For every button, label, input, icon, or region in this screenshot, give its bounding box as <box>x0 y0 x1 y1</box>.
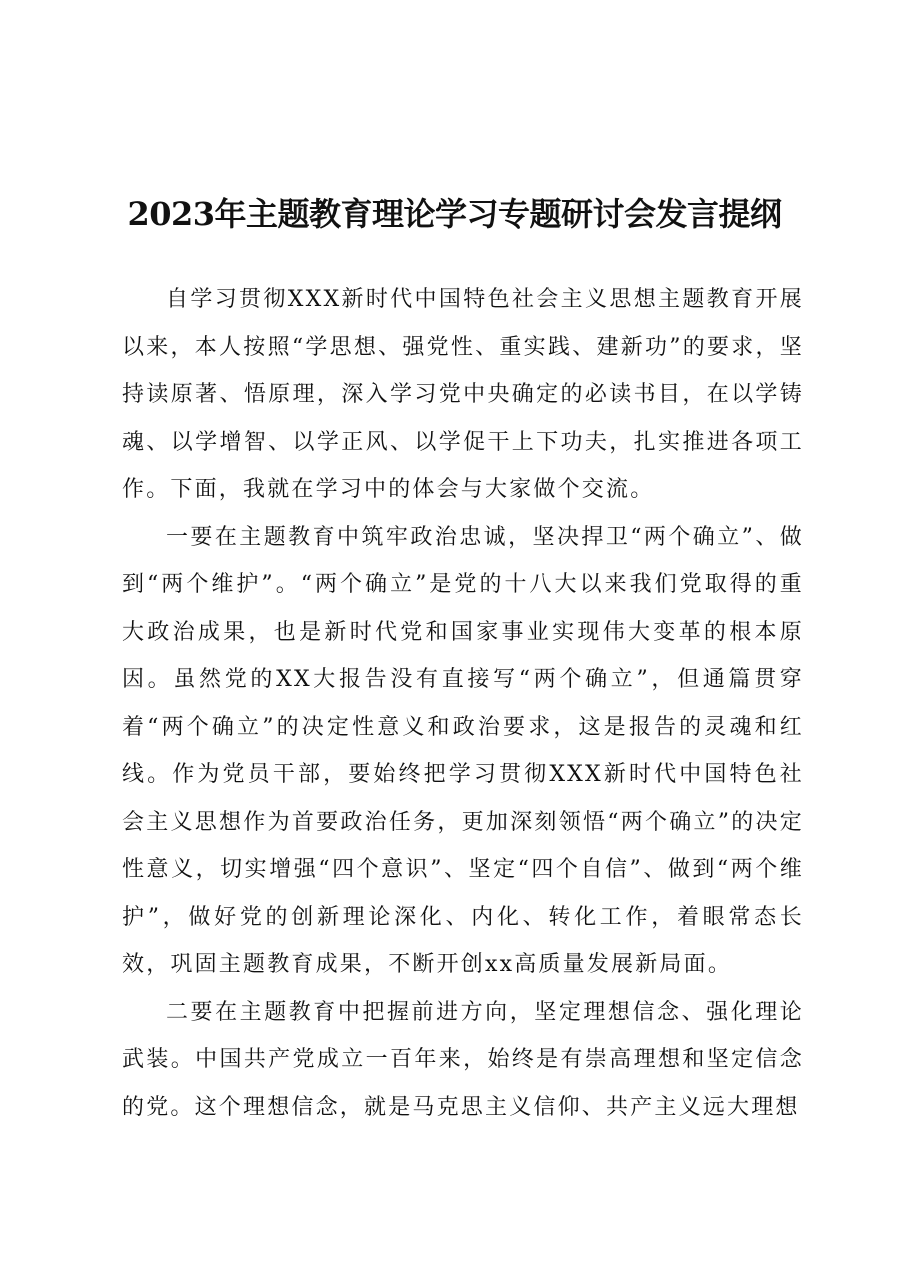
document-title: 2023年主题教育理论学习专题研讨会发言提纲 <box>127 195 782 233</box>
paragraph: 自学习贯彻XXX新时代中国特色社会主义思想主题教育开展以来，本人按照“学思想、强党性、重实践、建新功”的要求，坚持读原著、悟原理，深入学习党中央确定的必读书目，在以学铸魂、以学增智、以学正风、以学促干上下功夫，扎实推进各项工作。下面，我就在学习中的体会与大家做个交流。 <box>122 287 804 502</box>
paragraph: 一要在主题教育中筑牢政治忠诚，坚决捍卫“两个确立”、做到“两个维护”。“两个确立”是党的十八大以来我们党取得的重大政治成果，也是新时代党和国家事业实现伟大变革的根本原因。虽然党的XX大报告没有直接写“两个确立”，但通篇贯穿着“两个确立”的决定性意义和政治要求，这是报告的灵魂和红线。作为党员干部，要始终把学习贯彻XXX新时代中国特色社会主义思想作为首要政治任务，更加深刻领悟“两个确立”的决定性意义，切实增强“四个意识”、坚定“四个自信”、做到“两个维护”，做好党的创新理论深化、内化、转化工作，着眼常态长效，巩固主题教育成果，不断开创xx高质量发展新局面。 <box>122 524 804 977</box>
paragraph: 二要在主题教育中把握前进方向，坚定理想信念、强化理论武装。中国共产党成立一百年来，始终是有崇高理想和坚定信念的党。这个理想信念，就是马克思主义信仰、共产主义远大理想 <box>122 999 804 1120</box>
document-body <box>122 276 804 1131</box>
